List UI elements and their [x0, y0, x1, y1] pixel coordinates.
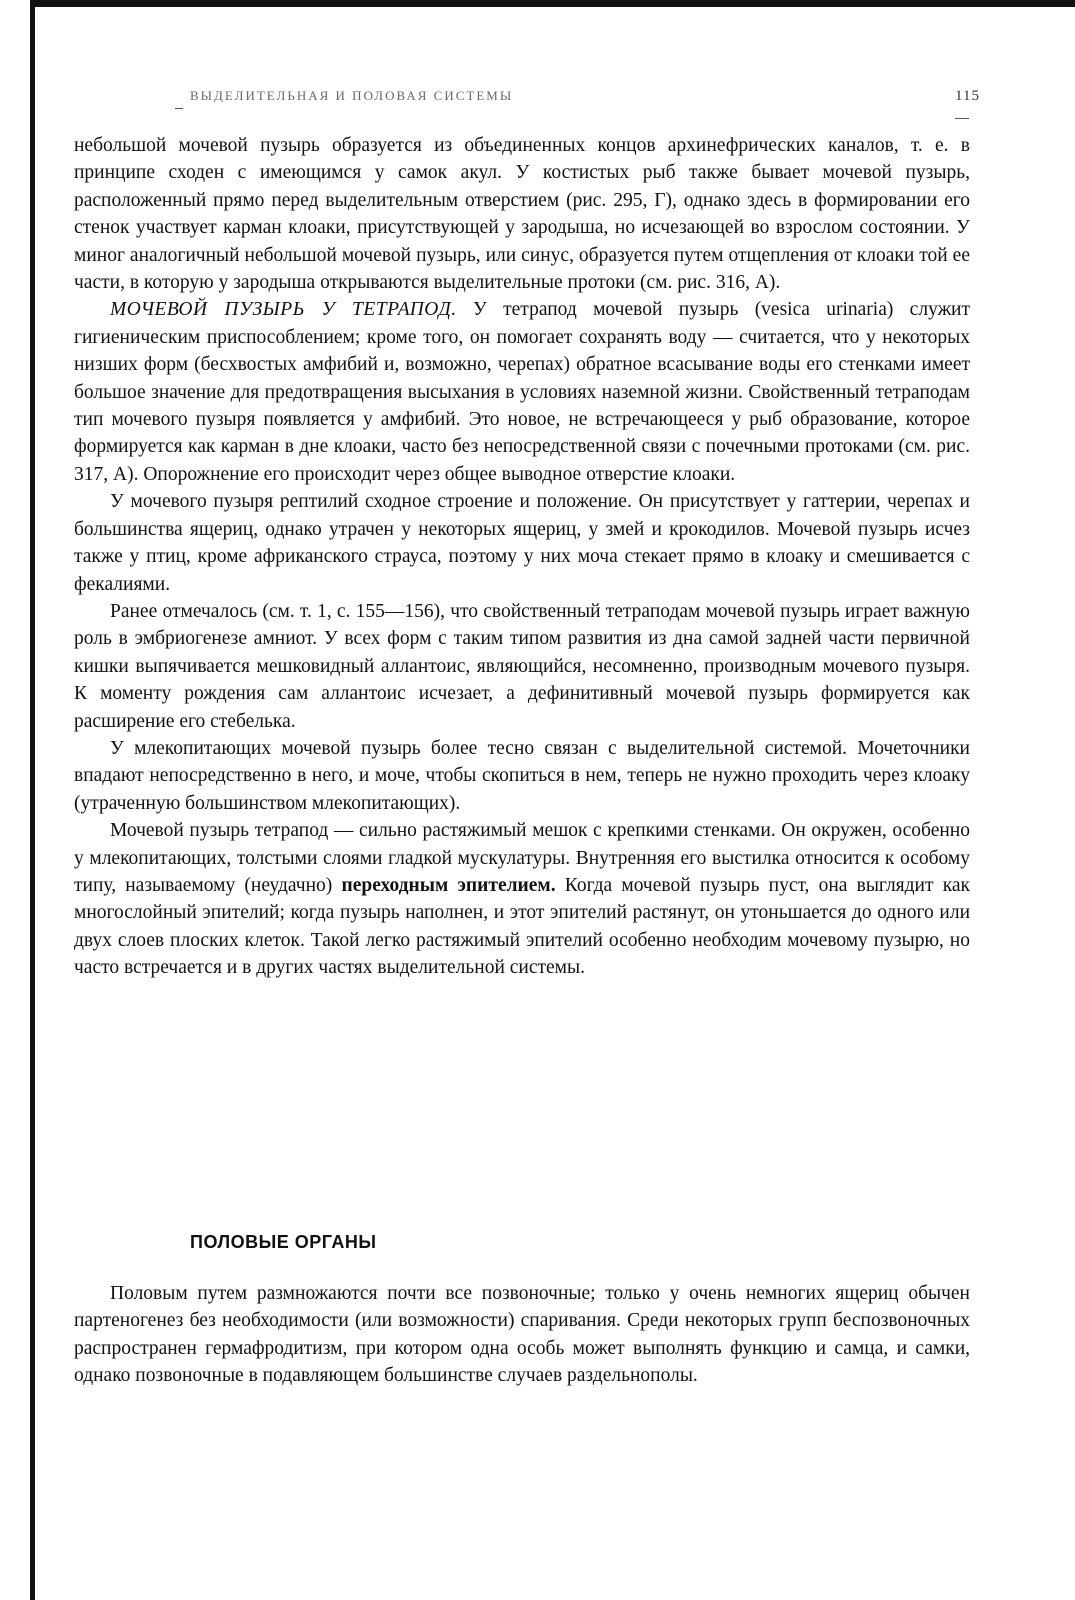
section-paragraph: Половым путем размножаются почти все позвоночные; только у очень немногих ящериц обычен партеногенез без необходимости (или возможности) спаривания. Среди некоторых групп беспозвоночных распространен гермафродитизм, при котором одна особь может выполнять функцию и самца, и самки, однако позвоночные в подавляющем большинстве случаев раздельнополы. [74, 1283, 970, 1387]
paragraph-3: У мочевого пузыря рептилий сходное строение и положение. Он присутствует у гаттерии, черепах и большинства ящериц, однако утрачен у некоторых ящериц, у змей и крокодилов. Мочевой пузырь исчез также у птиц, кроме африканского страуса, поэтому у них моча стекает прямо в клоаку и смешивается с фекалиями. [74, 491, 970, 595]
paragraph-lead-heading: МОЧЕВОЙ ПУЗЫРЬ У ТЕТРАПОД. [110, 299, 457, 321]
paragraph-6-start: Мочевой пузырь тетрапод — сильно растяжимый мешок с крепкими стенками. Он окружен, особенно у млекопитающих, толстыми слоями гладкой мускулатуры. Внутренняя его выстилка относится к особому типу, называемому (неудачно) [74, 820, 970, 896]
scan-border-left [30, 0, 35, 1600]
paragraph-1: небольшой мочевой пузырь образуется из объединенных концов архинефрических каналов, т. е. в принципе сходен с имеющимся у самок акул. У костистых рыб также бывает мочевой пузырь, расположенный прямо перед выделительным отверстием (рис. 295, Г), однако здесь в формировании его стенок участвует карман клоаки, присутствующей у зародыша, но исчезающей во взрослом состоянии. У миног аналогичный небольшой мочевой пузырь, или синус, образуется путем отщепления от клоаки той ее части, в которую у зародыша открываются выделительные протоки (см. рис. 316, А). [74, 135, 970, 294]
main-text [74, 132, 970, 982]
paragraph-2 [74, 296, 970, 488]
running-title: ВЫДЕЛИТЕЛЬНАЯ И ПОЛОВАЯ СИСТЕМЫ [190, 88, 514, 103]
section-heading: ПОЛОВЫЕ ОРГАНЫ [190, 1232, 377, 1252]
scan-border-top [30, 0, 1075, 7]
paragraph-2-body: У тетрапод мочевой пузырь (vesica urinaria) служит гигиеническим приспособлением; кроме того, он помогает сохранять воду — считается, что у некоторых низших форм (бесхвостых амфибий и, возможно, черепах) обратное всасывание воды его стенками имеет большое значение для предотвращения высыхания в условиях наземной жизни. Свойственный тетраподам тип мочевого пузыря появляется у амфибий. Это новое, не встречающееся у рыб образование, которое формируется как карман в дне клоаки, часто без непосредственной связи с почечными протоками (см. рис. 317, А). Опорожнение его происходит через общее выводное отверстие клоаки. [74, 299, 970, 485]
bold-term: переходным эпителием. [341, 874, 556, 896]
paragraph-6 [74, 817, 970, 981]
running-head [190, 88, 980, 110]
page-number-underline [955, 118, 969, 119]
paragraph-6-end: Когда мочевой пузырь пуст, она выглядит как многослойный эпителий; когда пузырь наполнен, и этот эпителий растянут, он утоньшается до одного или двух слоев плоских клеток. Такой легко растяжимый эпителий особенно необходим мочевому пузырю, но часто встречается и в других частях выделительной системы. [74, 874, 971, 979]
section-text [74, 1280, 970, 1390]
paragraph-4: Ранее отмечалось (см. т. 1, с. 155—156), что свойственный тетраподам мочевой пузырь играет важную роль в эмбриогенезе амниот. У всех форм с таким типом развития из дна самой задней части первичной кишки выпячивается мешковидный аллантоис, являющийся, несомненно, производным мочевого пузыря. К моменту рождения сам аллантоис исчезает, а дефинитивный мочевой пузырь формируется как расширение его стебелька. [74, 600, 970, 732]
header-rule-mark [175, 108, 183, 109]
paragraph-5: У млекопитающих мочевой пузырь более тесно связан с выделительной системой. Мочеточники впадают непосредственно в него, и моче, чтобы скопиться в нем, теперь не нужно проходить через клоаку (утраченную большинством млекопитающих). [74, 737, 970, 814]
page-number: 115 [955, 88, 980, 104]
